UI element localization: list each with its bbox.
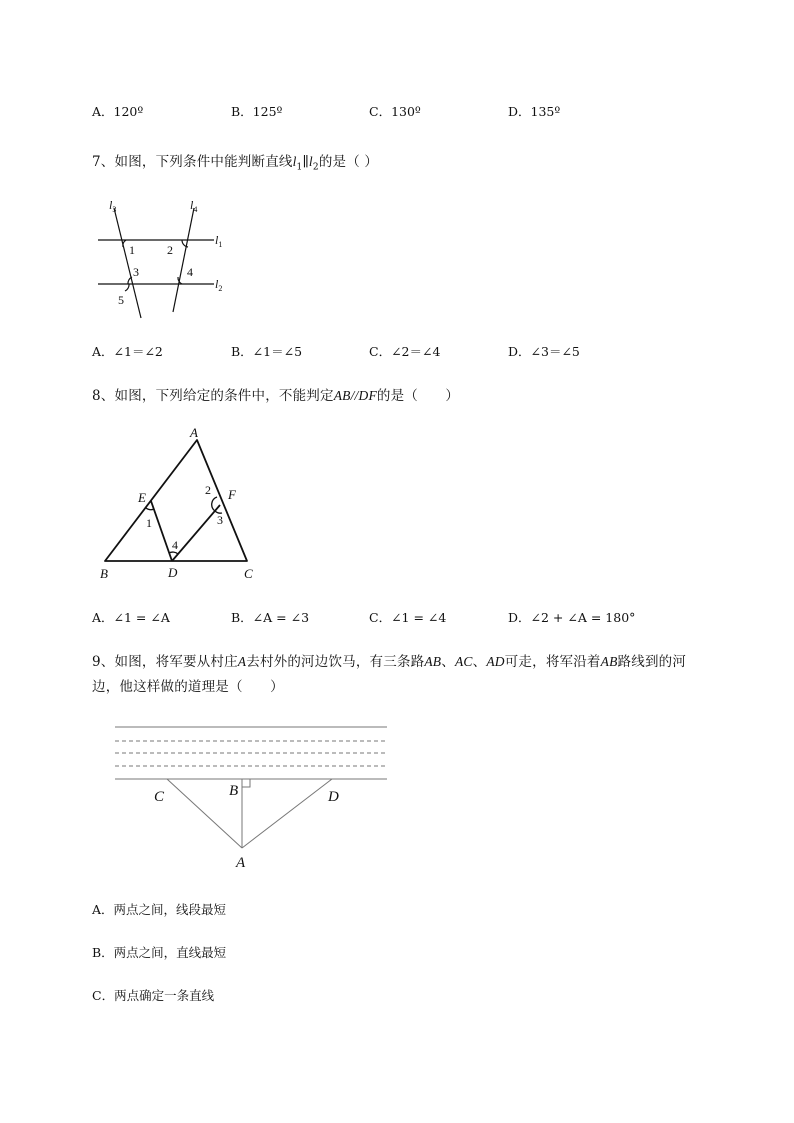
q8-angle-label-1: 1 [146,516,152,530]
q9-question-line1 [92,650,686,670]
q7-angle-label-3: 3 [133,265,139,279]
q7-l2-sub: 2 [312,162,319,173]
q7-angle-label-4: 4 [187,265,193,279]
q8-angle-label-2: 2 [205,483,211,497]
q8-point-c: C [244,566,253,581]
q8-point-f: F [228,487,236,502]
q8-math: AB//DF [333,388,377,403]
q7-angle-label-1: 1 [129,243,135,257]
q9-right-angle-mark [242,779,250,787]
q8-option-a: A．∠1 = ∠A [92,610,170,625]
q9-figure [112,722,392,872]
q7-option-a: A．∠1＝∠2 [92,344,163,359]
q7-parallel: ∥ [302,154,309,170]
q7-option-c: C．∠2＝∠4 [369,344,441,359]
q9-text-c: 可走，将军沿着 [504,654,601,670]
q7-l1-sub: 1 [296,162,303,173]
q7-figure [92,195,242,325]
q9-option-c: C．两点确定一条直线 [92,988,215,1003]
q7-angle-5-arc [125,284,129,291]
q7-label-l2: $l_2$ [215,277,223,293]
q9-road-ac: AC [454,654,473,669]
q8-angle-label-4: 4 [172,538,178,552]
q8-segment-df [172,505,220,561]
q9-option-a: A．两点之间，线段最短 [92,902,227,917]
q9-point-b: B [229,783,239,799]
q9-option-b: B．两点之间，直线最短 [92,945,227,960]
q8-question [92,384,459,404]
q9-road-ab: AB [424,654,442,669]
q9-sep-2: 、 [472,654,487,670]
q7-angle-1-arc [123,240,126,247]
q8-figure [92,420,272,585]
q6-option-c: C．130º [369,104,421,119]
q7-line-l4 [173,208,194,312]
q7-option-b: B．∠1＝∠5 [231,344,303,359]
q8-question-prefix: 8、如图，下列给定的条件中，不能判定 [92,388,334,404]
q7-question [92,150,378,173]
q9-text-a: 9、如图，将军要从村庄 [92,654,238,670]
q7-question-prefix: 7、如图，下列条件中能判断直线 [92,154,293,170]
q9-sep-1: 、 [441,654,455,670]
q7-option-d: D．∠3＝∠5 [508,344,580,359]
q9-text-b: 去村外的河边饮马，有三条路 [246,654,425,670]
q8-option-c: C．∠1 = ∠4 [369,610,447,625]
q8-option-d: D．∠2 + ∠A = 180° [508,610,636,625]
q8-angle-label-3: 3 [217,513,223,527]
q7-l1: l [292,154,297,169]
q7-question-suffix: 的是（ ） [318,154,379,170]
q7-angle-label-2: 2 [167,243,173,257]
q9-road-chosen: AB [600,654,618,669]
q7-label-l1: $l_1$ [215,233,223,249]
q8-point-d: D [168,565,178,580]
q8-segment-ed [151,501,172,561]
q8-point-b: B [100,566,108,581]
q6-option-b: B．125º [231,104,283,119]
q7-angle-label-5: 5 [118,293,124,307]
q9-question-line2: 边，他这样做的道理是（ ） [92,679,284,695]
q8-point-a: A [190,425,198,440]
q7-label-l3: $l_3$ [109,198,117,214]
q9-point-c: C [154,789,165,805]
q6-option-d: D．135º [508,104,561,119]
q7-l2: l [308,154,313,169]
q9-point-a-inline: A [237,654,247,669]
q9-road-ad-line [242,779,332,848]
q9-point-a: A [236,855,246,871]
q7-label-l4: $l_4$ [190,198,198,214]
q8-option-b: B．∠A = ∠3 [231,610,310,625]
q9-road-ad: AD [486,654,505,669]
q9-point-d: D [328,789,339,805]
q8-question-suffix: 的是（ ） [376,388,460,404]
q8-point-e: E [138,490,146,505]
q9-text-d: 路线到的河 [617,654,687,670]
q6-option-a: A．120º [92,104,144,119]
